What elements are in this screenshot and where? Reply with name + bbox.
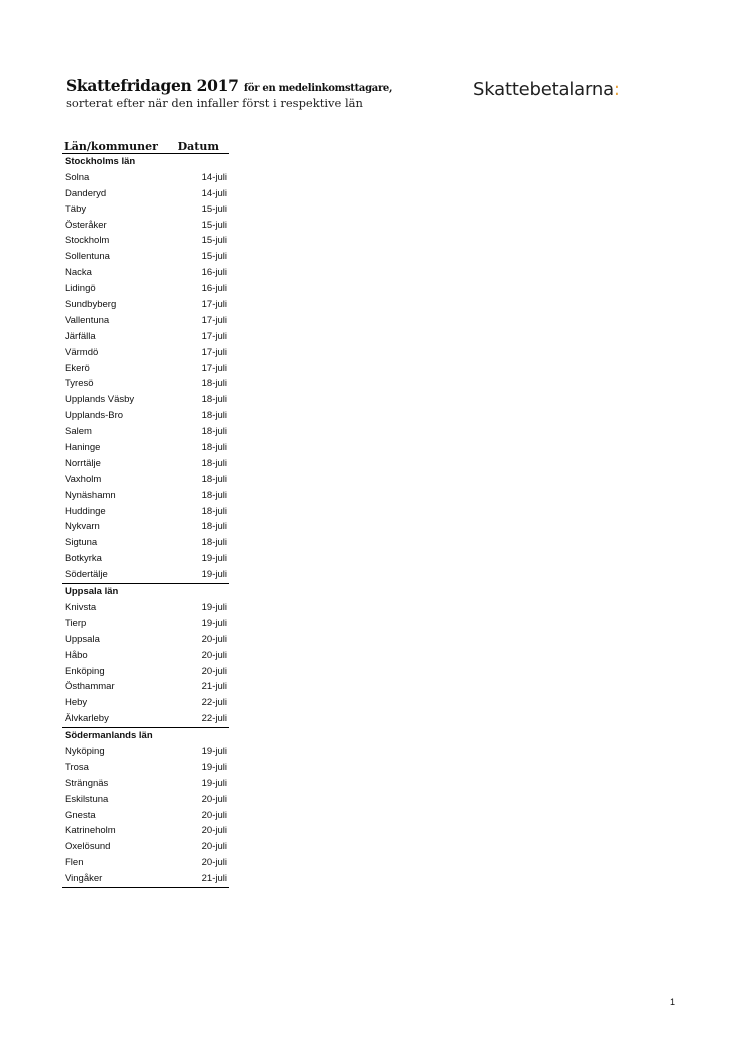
tax-freedom-date: 20-juli bbox=[201, 809, 227, 821]
column-header-date: Datum bbox=[177, 140, 219, 153]
table-row bbox=[62, 472, 229, 488]
table-row bbox=[62, 504, 229, 520]
table-row bbox=[62, 519, 229, 535]
table-row bbox=[62, 551, 229, 567]
county-group bbox=[62, 154, 229, 584]
municipality-name: Älvkarleby bbox=[65, 713, 109, 725]
table-row bbox=[62, 170, 229, 186]
tax-freedom-date: 16-juli bbox=[201, 283, 227, 295]
municipality-name: Salem bbox=[65, 426, 92, 438]
municipality-name: Strängnäs bbox=[65, 777, 109, 789]
municipality-name: Vaxholm bbox=[65, 473, 102, 485]
tax-freedom-date: 16-juli bbox=[201, 267, 227, 279]
table-row bbox=[62, 313, 229, 329]
tax-freedom-date: 20-juli bbox=[201, 665, 227, 677]
table-row bbox=[62, 488, 229, 504]
table-row bbox=[62, 855, 229, 871]
table-row bbox=[62, 808, 229, 824]
table-row bbox=[62, 744, 229, 760]
table-row bbox=[62, 329, 229, 345]
table-row bbox=[62, 632, 229, 648]
municipality-name: Heby bbox=[65, 697, 88, 709]
tax-freedom-date: 17-juli bbox=[201, 299, 227, 311]
municipality-name: Stockholm bbox=[65, 235, 110, 247]
municipality-name: Sigtuna bbox=[65, 537, 98, 549]
municipality-name: Upplands Väsby bbox=[65, 394, 135, 406]
municipality-name: Håbo bbox=[65, 649, 88, 661]
municipality-name: Ekerö bbox=[65, 362, 90, 374]
table-row bbox=[62, 711, 229, 727]
title-main: Skattefridagen 2017 bbox=[66, 76, 239, 95]
municipality-name: Uppsala bbox=[65, 633, 100, 645]
skattefridagen-table bbox=[62, 138, 229, 888]
tax-freedom-date: 18-juli bbox=[201, 457, 227, 469]
municipality-name: Östhammar bbox=[65, 681, 115, 693]
municipality-name: Järfälla bbox=[65, 330, 96, 342]
table-row bbox=[62, 361, 229, 377]
municipality-name: Lidingö bbox=[65, 283, 96, 295]
tax-freedom-date: 15-juli bbox=[201, 203, 227, 215]
municipality-name: Nykvarn bbox=[65, 521, 100, 533]
table-row bbox=[62, 456, 229, 472]
tax-freedom-date: 18-juli bbox=[201, 378, 227, 390]
tax-freedom-date: 18-juli bbox=[201, 537, 227, 549]
municipality-name: Trosa bbox=[65, 761, 89, 773]
county-group bbox=[62, 728, 229, 888]
municipality-name: Värmdö bbox=[65, 346, 99, 358]
table-row bbox=[62, 823, 229, 839]
tax-freedom-date: 19-juli bbox=[201, 569, 227, 581]
logo-text: Skattebetalarna bbox=[473, 79, 614, 100]
table-row bbox=[62, 392, 229, 408]
tax-freedom-date: 18-juli bbox=[201, 521, 227, 533]
tax-freedom-date: 17-juli bbox=[201, 346, 227, 358]
tax-freedom-date: 19-juli bbox=[201, 617, 227, 629]
municipality-name: Botkyrka bbox=[65, 553, 102, 565]
municipality-name: Oxelösund bbox=[65, 841, 111, 853]
table-row bbox=[62, 265, 229, 281]
table-row bbox=[62, 186, 229, 202]
table-row bbox=[62, 297, 229, 313]
tax-freedom-date: 19-juli bbox=[201, 601, 227, 613]
table-row bbox=[62, 679, 229, 695]
table-row bbox=[62, 616, 229, 632]
municipality-name: Vallentuna bbox=[65, 314, 110, 326]
municipality-name: Nyköping bbox=[65, 745, 105, 757]
municipality-name: Sundbyberg bbox=[65, 299, 117, 311]
tax-freedom-date: 21-juli bbox=[201, 681, 227, 693]
tax-freedom-date: 20-juli bbox=[201, 825, 227, 837]
table-row bbox=[62, 664, 229, 680]
table-row bbox=[62, 535, 229, 551]
tax-freedom-date: 20-juli bbox=[201, 857, 227, 869]
tax-freedom-date: 14-juli bbox=[201, 187, 227, 199]
table-row bbox=[62, 871, 229, 887]
table-row bbox=[62, 440, 229, 456]
municipality-name: Danderyd bbox=[65, 187, 107, 199]
municipality-name: Tierp bbox=[65, 617, 87, 629]
municipality-name: Norrtälje bbox=[65, 457, 101, 469]
municipality-name: Enköping bbox=[65, 665, 105, 677]
tax-freedom-date: 18-juli bbox=[201, 489, 227, 501]
tax-freedom-date: 17-juli bbox=[201, 362, 227, 374]
municipality-name: Nacka bbox=[65, 267, 92, 279]
tax-freedom-date: 15-juli bbox=[201, 219, 227, 231]
table-row bbox=[62, 648, 229, 664]
logo-colon: : bbox=[613, 79, 620, 100]
municipality-name: Vingåker bbox=[65, 873, 103, 885]
county-name: Stockholms län bbox=[65, 156, 136, 167]
tax-freedom-date: 15-juli bbox=[201, 251, 227, 263]
tax-freedom-date: 18-juli bbox=[201, 410, 227, 422]
skattebetalarna-logo bbox=[473, 79, 620, 100]
tax-freedom-date: 20-juli bbox=[201, 841, 227, 853]
tax-freedom-date: 19-juli bbox=[201, 745, 227, 757]
table-row bbox=[62, 345, 229, 361]
tax-freedom-date: 18-juli bbox=[201, 394, 227, 406]
table-row bbox=[62, 600, 229, 616]
municipality-name: Täby bbox=[65, 203, 87, 215]
municipality-name: Sollentuna bbox=[65, 251, 110, 263]
tax-freedom-date: 20-juli bbox=[201, 649, 227, 661]
tax-freedom-date: 21-juli bbox=[201, 873, 227, 885]
table-row bbox=[62, 567, 229, 583]
tax-freedom-date: 19-juli bbox=[201, 777, 227, 789]
municipality-name: Eskilstuna bbox=[65, 793, 109, 805]
municipality-name: Knivsta bbox=[65, 601, 97, 613]
municipality-name: Flen bbox=[65, 857, 84, 869]
municipality-name: Huddinge bbox=[65, 505, 106, 517]
table-row bbox=[62, 408, 229, 424]
page-number: 1 bbox=[670, 997, 676, 1007]
title-qualifier: för en medelinkomsttagare, bbox=[243, 83, 393, 94]
municipality-name: Solna bbox=[65, 171, 90, 183]
municipality-name: Katrineholm bbox=[65, 825, 116, 837]
table-row bbox=[62, 249, 229, 265]
table-row bbox=[62, 202, 229, 218]
municipality-name: Österåker bbox=[65, 219, 107, 231]
table-row bbox=[62, 792, 229, 808]
tax-freedom-date: 19-juli bbox=[201, 761, 227, 773]
table-row bbox=[62, 760, 229, 776]
table-header bbox=[62, 138, 229, 154]
tax-freedom-date: 18-juli bbox=[201, 473, 227, 485]
tax-freedom-date: 18-juli bbox=[201, 505, 227, 517]
table-row bbox=[62, 233, 229, 249]
table-row bbox=[62, 376, 229, 392]
table-row bbox=[62, 839, 229, 855]
tax-freedom-date: 17-juli bbox=[201, 314, 227, 326]
municipality-name: Gnesta bbox=[65, 809, 96, 821]
table-row bbox=[62, 695, 229, 711]
table-row bbox=[62, 424, 229, 440]
tax-freedom-date: 14-juli bbox=[201, 171, 227, 183]
table-row bbox=[62, 776, 229, 792]
column-header-municipality: Län/kommuner bbox=[64, 140, 158, 153]
municipality-name: Nynäshamn bbox=[65, 489, 116, 501]
tax-freedom-date: 20-juli bbox=[201, 633, 227, 645]
county-name: Södermanlands län bbox=[65, 730, 153, 742]
municipality-name: Tyresö bbox=[65, 378, 94, 390]
tax-freedom-date: 22-juli bbox=[201, 697, 227, 709]
tax-freedom-date: 18-juli bbox=[201, 442, 227, 454]
tax-freedom-date: 20-juli bbox=[201, 793, 227, 805]
tax-freedom-date: 15-juli bbox=[201, 235, 227, 247]
municipality-name: Upplands-Bro bbox=[65, 410, 124, 422]
table-row bbox=[62, 218, 229, 234]
page-subtitle: sorterat efter när den infaller först i respektive län bbox=[66, 96, 363, 110]
table-row bbox=[62, 281, 229, 297]
table-body bbox=[62, 154, 229, 888]
municipality-name: Haninge bbox=[65, 442, 101, 454]
tax-freedom-date: 17-juli bbox=[201, 330, 227, 342]
tax-freedom-date: 19-juli bbox=[201, 553, 227, 565]
tax-freedom-date: 22-juli bbox=[201, 713, 227, 725]
page-title bbox=[66, 76, 392, 95]
county-group bbox=[62, 584, 229, 728]
county-name: Uppsala län bbox=[65, 586, 119, 598]
municipality-name: Södertälje bbox=[65, 569, 108, 581]
tax-freedom-date: 18-juli bbox=[201, 426, 227, 438]
